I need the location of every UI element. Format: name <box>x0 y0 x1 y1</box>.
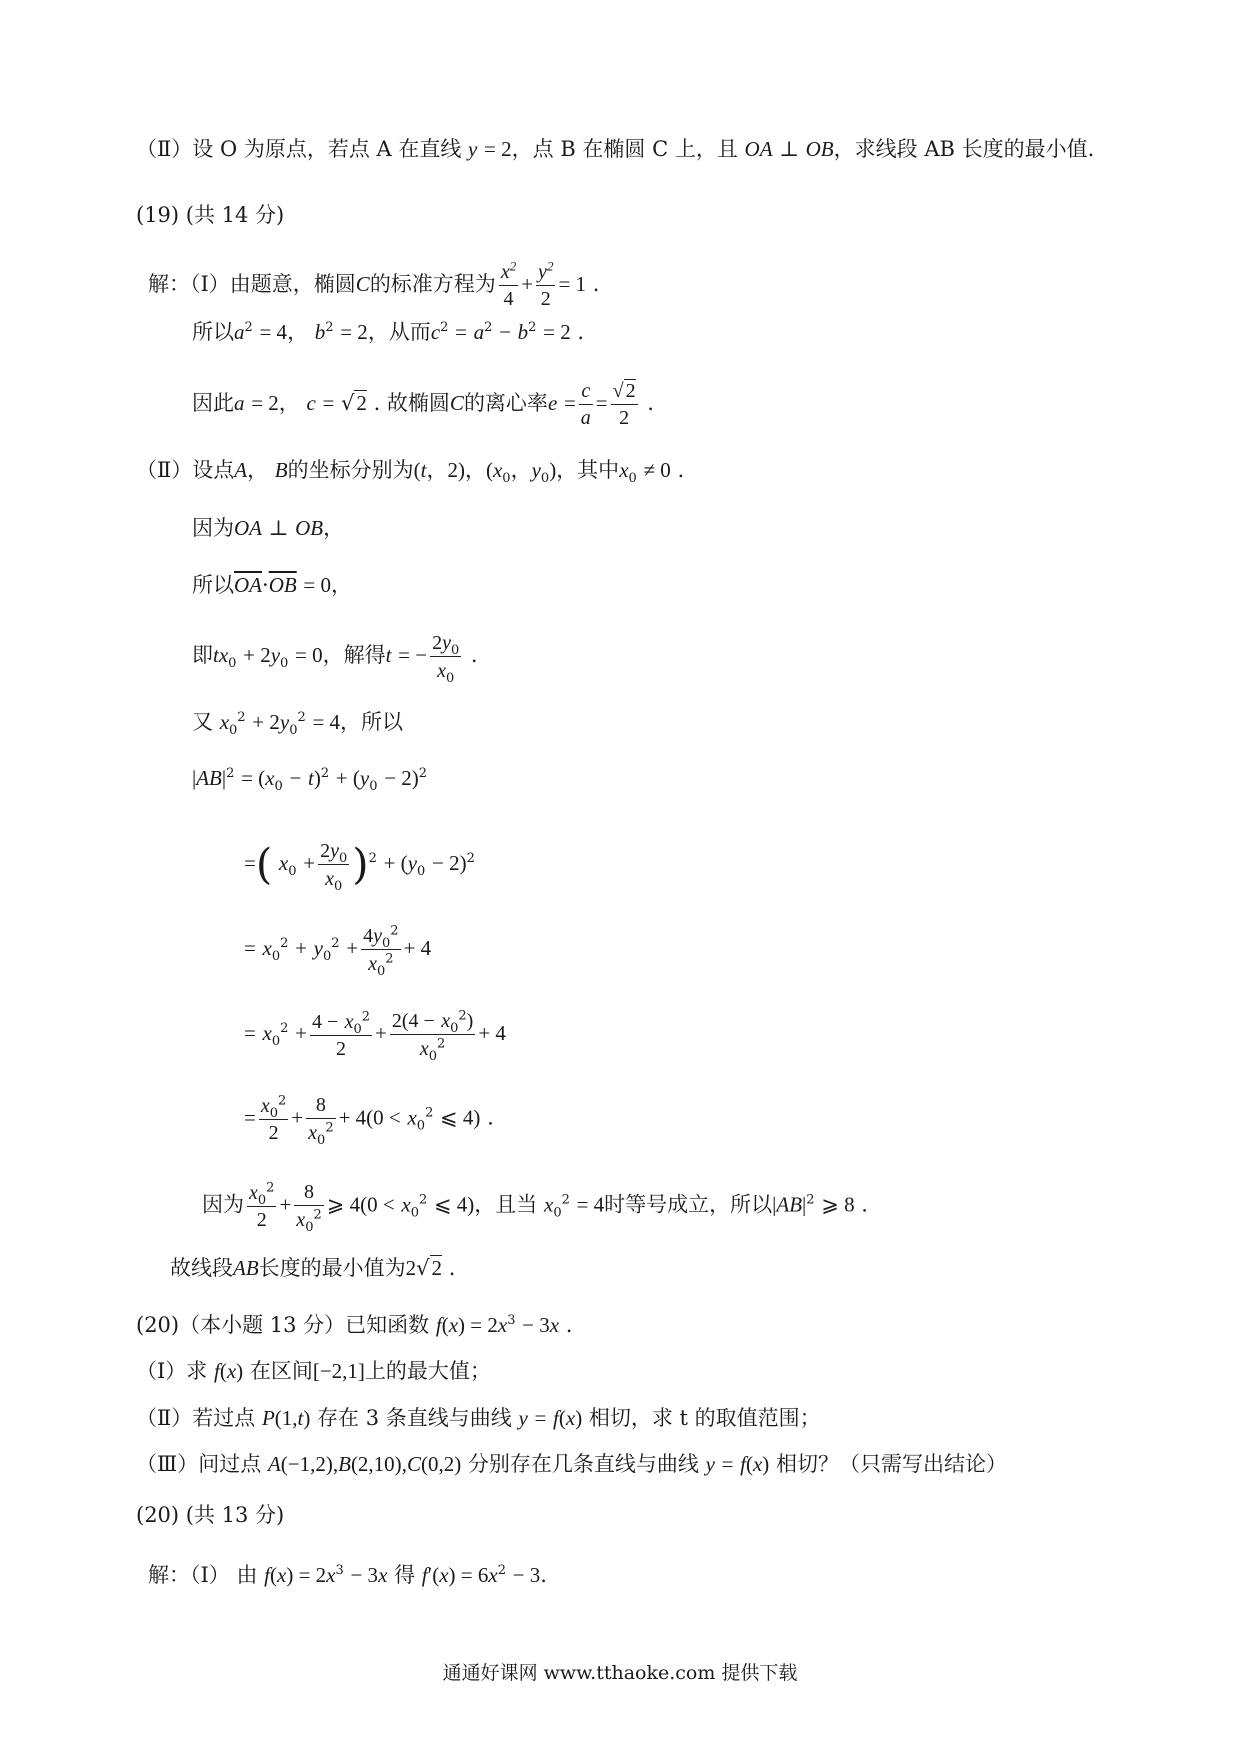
text-fragment: 在区间 <box>249 1359 313 1383</box>
text-fragment: 相切，求 t 的取值范围； <box>588 1406 821 1430</box>
solution-19-line-14: 因为 $\frac{x_0^2}{2}$ + $\frac{8}{x_0^2}$ ⩾ $4(0 < x_0^2$ ⩽ 4)，且当 $x_0^2 = 4$时等号成立，所以$|AB|^2$ ⩾ 8 . <box>202 1180 868 1235</box>
page-footer: 通通好课网 www.tthaoke.com 提供下载 <box>442 1662 798 1684</box>
solution-19-line-5: 因为OA ⊥ OB， <box>192 516 345 540</box>
solution-19-heading: (19) (共 14 分) <box>136 203 285 227</box>
solution-19-line-10: =( $x_0$ + $\frac{2y_0}{x_0}$ )$^2 + (y_0 - 2)^2$ <box>244 839 475 894</box>
text-fragment: ，其中 <box>556 458 620 482</box>
solution-19-line-7: 即$tx_0 + 2y_0 = 0$，解得t = − $\frac{2y_0}{x_0}$ . <box>192 632 478 686</box>
question-20-part-2: （Ⅱ）若过点 P(1,t) 存在 3 条直线与曲线 y = f(x) 相切，求 t 的取值范围； <box>136 1406 821 1430</box>
text-fragment: 故椭圆 <box>386 391 450 415</box>
solution-19-line-1: 解：（Ⅰ）由题意，椭圆C的标准方程为 $\frac{x^2}{4}$ + $\frac{y^2}{2}$ = 1 . <box>148 258 600 310</box>
solution-19-conclusion: 故线段AB长度的最小值为2√2 . <box>170 1256 456 1280</box>
text-fragment: 相切？（只需写出结论） <box>775 1452 1007 1476</box>
question-19-part-2: （Ⅱ）设 O 为原点，若点 A 在直线 y = 2，点 B 在椭圆 C 上，且 OA ⊥ OB，求线段 AB 长度的最小值. <box>136 137 1095 161</box>
text-fragment: 时等号成立，所以 <box>604 1192 773 1217</box>
solution-19-line-8: 又 $x_0^2 + 2y_0^2 = 4$，所以 <box>192 710 404 739</box>
text-fragment: 的标准方程为 <box>369 272 496 296</box>
solution-20-heading: (20) (共 13 分) <box>136 1503 285 1527</box>
text-fragment: 上，且 <box>674 137 738 161</box>
text-fragment: 上的最大值； <box>364 1359 491 1383</box>
solution-19-line-9: $|AB|^2 = (x_0 - t)^2 + (y_0 - 2)^2$ <box>192 766 428 795</box>
text-fragment: 长度的最小值为 <box>258 1256 406 1280</box>
text-fragment: 分别存在几条直线与曲线 <box>467 1452 699 1476</box>
solution-19-line-11: = $x_0^2 + y_0^2$ + $\frac{4y_0^2}{x_0^2}$ + 4 <box>244 923 432 979</box>
solution-19-line-6: 所以$\overline{OA}\cdot\overline{OB} = 0$， <box>192 573 352 597</box>
question-20: (20)（本小题 13 分）已知函数 $f(x) = 2x^3 - 3x$ . <box>136 1313 573 1337</box>
question-20-part-3: （Ⅲ）问过点 A(−1,2),B(2,10),C(0,2) 分别存在几条直线与曲线 y = f(x) 相切？（只需写出结论） <box>136 1452 1007 1476</box>
text-fragment: 得 <box>394 1563 416 1587</box>
solution-19-line-3: 因此a = 2， c = √2 . 故椭圆C的离心率e = $\frac{c}{a}$ = $\frac{√ 2}{2}$ . <box>192 380 654 429</box>
solution-19-line-4: （Ⅱ）设点A， B的坐标分别为(t，2)，($x_0$，$y_0$)，其中$x_0 \ne 0$ . <box>136 458 685 487</box>
text-fragment: ，且当 <box>474 1192 538 1217</box>
solution-20-line-1: 解：（Ⅰ） 由 $f(x) = 2x^3 - 3x$ 得 $f'(x) = 6x^2 - 3$. <box>148 1563 547 1587</box>
text-fragment: ，从而 <box>367 320 431 344</box>
solution-19-line-12: = $x_0^2$ + $\frac{4 - x_0^2}{2}$ + $\frac{2(4 - x_0^2)}{x_0^2}$ + 4 <box>244 1008 506 1064</box>
text-fragment: 的离心率 <box>463 391 548 415</box>
solution-19-line-13: = $\frac{x_0^2}{2}$ + $\frac{8}{x_0^2}$ + $4(0 < x_0^2$ ⩽ 4) . <box>244 1093 494 1148</box>
question-20-part-1: （Ⅰ）求 f(x) 在区间[−2,1]上的最大值； <box>136 1359 491 1383</box>
text-fragment: 的坐标分别为 <box>287 458 414 482</box>
text-fragment: 存在 3 条直线与曲线 <box>317 1406 512 1430</box>
solution-19-line-2: 所以$a^2 = 4$， $b^2 = 2$，从而$c^2 = a^2 - b^2 = 2$ . <box>192 320 585 344</box>
text-fragment: ，解得 <box>322 643 386 667</box>
